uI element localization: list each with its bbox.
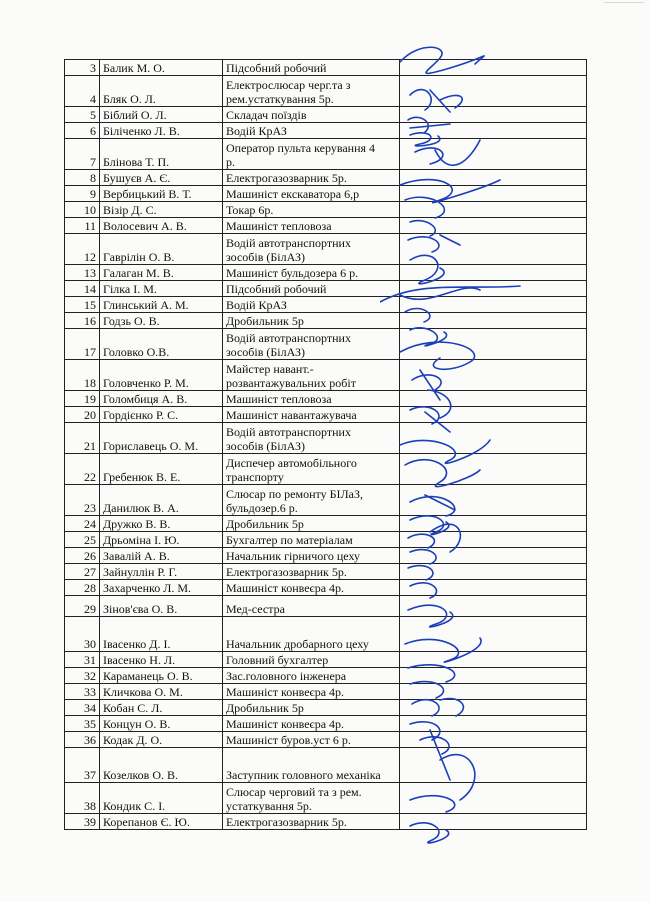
employee-name: Гордієнко Р. С. <box>100 407 223 423</box>
position-line: Головний бухгалтер <box>226 653 329 667</box>
employee-name: Кондик С. І. <box>100 783 223 814</box>
employee-name: Біблий О. Л. <box>100 107 223 123</box>
signature-cell <box>400 748 587 783</box>
position-line: Електрогазозварник 5р. <box>226 565 347 579</box>
employee-name: Кобан С. Л. <box>100 700 223 716</box>
row-number: 25 <box>65 532 100 548</box>
position-line: Дробильник 5р <box>226 314 304 328</box>
employee-position <box>223 360 400 391</box>
row-number: 29 <box>65 596 100 617</box>
table-row <box>65 652 587 668</box>
table-row <box>65 716 587 732</box>
signature-cell <box>400 281 587 297</box>
employee-position <box>223 297 400 313</box>
table-row <box>65 329 587 360</box>
table-row <box>65 265 587 281</box>
row-number: 16 <box>65 313 100 329</box>
employee-position <box>223 716 400 732</box>
employee-name: Бляк О. Л. <box>100 76 223 107</box>
signature-cell <box>400 202 587 218</box>
employee-name: Біліченко Л. В. <box>100 123 223 139</box>
employee-position <box>223 516 400 532</box>
employee-position <box>223 107 400 123</box>
position-line: зособів (БілАЗ) <box>226 439 305 453</box>
position-line: Начальник гірничого цеху <box>226 549 361 563</box>
employee-position <box>223 313 400 329</box>
table-row <box>65 60 587 76</box>
signature-cell <box>400 423 587 454</box>
table-row <box>65 596 587 617</box>
employee-position <box>223 281 400 297</box>
employee-position <box>223 814 400 830</box>
position-line: Слюсар по ремонту БІЛаЗ, <box>226 487 363 501</box>
employee-name: Завалій А. В. <box>100 548 223 564</box>
row-number: 19 <box>65 391 100 407</box>
table-row <box>65 139 587 170</box>
row-number: 11 <box>65 218 100 234</box>
position-line: Слюсар черговий та з рем. <box>226 785 362 799</box>
position-line: устаткування 5р. <box>226 799 312 813</box>
row-number: 7 <box>65 139 100 170</box>
employee-position <box>223 783 400 814</box>
position-line: Зас.головного інженера <box>226 669 347 683</box>
position-line: Підсобний робочий <box>226 282 327 296</box>
table-row <box>65 783 587 814</box>
table-row <box>65 684 587 700</box>
employee-position <box>223 202 400 218</box>
signature-cell <box>400 139 587 170</box>
row-number: 17 <box>65 329 100 360</box>
row-number: 34 <box>65 700 100 716</box>
row-number: 30 <box>65 617 100 652</box>
employee-position <box>223 60 400 76</box>
position-line: Електрослюсар черг.та з <box>226 78 351 92</box>
employee-name: Івасенко Д. І. <box>100 617 223 652</box>
position-line: Машиніст тепловоза <box>226 219 332 233</box>
signature-cell <box>400 60 587 76</box>
employee-position <box>223 123 400 139</box>
position-line: Оператор пульта керування 4 <box>226 141 376 155</box>
table-row <box>65 617 587 652</box>
page-corner-crease <box>604 2 644 17</box>
employee-name: Головко О.В. <box>100 329 223 360</box>
employee-name: Глинський А. М. <box>100 297 223 313</box>
position-line: Машиніст конвеєра 4р. <box>226 717 345 731</box>
signature-cell <box>400 700 587 716</box>
position-line: Складач поїздів <box>226 108 307 122</box>
employee-name: Гориславець О. М. <box>100 423 223 454</box>
row-number: 26 <box>65 548 100 564</box>
employee-name: Голомбиця А. В. <box>100 391 223 407</box>
row-number: 12 <box>65 234 100 265</box>
position-line: Машиніст навантажувача <box>226 408 357 422</box>
employee-name: Гребенюк В. Е. <box>100 454 223 485</box>
signature-cell <box>400 76 587 107</box>
signature-cell <box>400 580 587 596</box>
table-row <box>65 485 587 516</box>
employee-name: Зінов'єва О. В. <box>100 596 223 617</box>
signature-cell <box>400 265 587 281</box>
employee-position <box>223 684 400 700</box>
employee-name: Дружко В. В. <box>100 516 223 532</box>
employee-name: Гілка І. М. <box>100 281 223 297</box>
row-number: 23 <box>65 485 100 516</box>
row-number: 32 <box>65 668 100 684</box>
row-number: 10 <box>65 202 100 218</box>
signature-cell <box>400 532 587 548</box>
employee-name: Головченко Р. М. <box>100 360 223 391</box>
row-number: 20 <box>65 407 100 423</box>
table-row <box>65 732 587 748</box>
employee-name: Бушуєв А. Є. <box>100 170 223 186</box>
table-row <box>65 548 587 564</box>
employee-position <box>223 423 400 454</box>
signature-cell <box>400 170 587 186</box>
employee-name: Волосевич А. В. <box>100 218 223 234</box>
employee-name: Кличкова О. М. <box>100 684 223 700</box>
row-number: 4 <box>65 76 100 107</box>
table-row <box>65 454 587 485</box>
row-number: 35 <box>65 716 100 732</box>
employee-position <box>223 617 400 652</box>
position-line: Водій КрАЗ <box>226 298 287 312</box>
employee-position <box>223 454 400 485</box>
table-row <box>65 580 587 596</box>
signature-cell <box>400 652 587 668</box>
employee-position <box>223 391 400 407</box>
employee-position <box>223 329 400 360</box>
employee-position <box>223 234 400 265</box>
employee-name: Дрьоміна І. Ю. <box>100 532 223 548</box>
table-row <box>65 700 587 716</box>
signature-cell <box>400 617 587 652</box>
signature-cell <box>400 186 587 202</box>
employee-position <box>223 186 400 202</box>
signature-cell <box>400 360 587 391</box>
position-line: Водій КрАЗ <box>226 124 287 138</box>
employee-position <box>223 748 400 783</box>
row-number: 13 <box>65 265 100 281</box>
employee-name: Візір Д. С. <box>100 202 223 218</box>
position-line: Заступник головного механіка <box>226 768 381 782</box>
employee-position <box>223 548 400 564</box>
signature-cell <box>400 716 587 732</box>
employee-name: Захарченко Л. М. <box>100 580 223 596</box>
position-line: Підсобний робочий <box>226 61 327 75</box>
table-row <box>65 516 587 532</box>
employee-name: Блінова Т. П. <box>100 139 223 170</box>
row-number: 15 <box>65 297 100 313</box>
position-line: Машиніст бульдозера 6 р. <box>226 266 359 280</box>
position-line: Майстер навант.- <box>226 362 314 376</box>
employee-position <box>223 732 400 748</box>
row-number: 38 <box>65 783 100 814</box>
table-row <box>65 234 587 265</box>
position-line: Машиніст конвеєра 4р. <box>226 685 345 699</box>
position-line: Машиніст буров.уст 6 р. <box>226 733 351 747</box>
signature-cell <box>400 391 587 407</box>
signature-cell <box>400 234 587 265</box>
employee-name: Івасенко Н. Л. <box>100 652 223 668</box>
employee-position <box>223 139 400 170</box>
employee-name: Балик М. О. <box>100 60 223 76</box>
signature-cell <box>400 407 587 423</box>
table-row <box>65 313 587 329</box>
row-number: 39 <box>65 814 100 830</box>
position-line: зособів (БілАЗ) <box>226 250 305 264</box>
position-line: розвантажувальних робіт <box>226 376 356 390</box>
signature-cell <box>400 329 587 360</box>
employee-position <box>223 407 400 423</box>
employee-position <box>223 596 400 617</box>
signature-cell <box>400 596 587 617</box>
signature-cell <box>400 485 587 516</box>
position-line: Машиніст конвеєра 4р. <box>226 581 345 595</box>
position-line: Електрогазозварник 5р. <box>226 171 347 185</box>
employee-name: Зайнуллін Р. Г. <box>100 564 223 580</box>
table-row <box>65 564 587 580</box>
position-line: транспорту <box>226 470 284 484</box>
employee-name: Гаврілін О. В. <box>100 234 223 265</box>
position-line: зособів (БілАЗ) <box>226 345 305 359</box>
table-row <box>65 814 587 830</box>
row-number: 28 <box>65 580 100 596</box>
employee-name: Корепанов Є. Ю. <box>100 814 223 830</box>
row-number: 14 <box>65 281 100 297</box>
employee-position <box>223 532 400 548</box>
signature-cell <box>400 783 587 814</box>
position-line: Токар 6р. <box>226 203 274 217</box>
employee-name: Галаган М. В. <box>100 265 223 281</box>
table-row <box>65 281 587 297</box>
table-row <box>65 297 587 313</box>
employee-position <box>223 76 400 107</box>
table-row <box>65 423 587 454</box>
employee-name: Концун О. В. <box>100 716 223 732</box>
row-number: 33 <box>65 684 100 700</box>
row-number: 27 <box>65 564 100 580</box>
position-line: Начальник дробарного цеху <box>226 637 369 651</box>
table-row <box>65 748 587 783</box>
row-number: 24 <box>65 516 100 532</box>
employee-position <box>223 700 400 716</box>
signature-cell <box>400 107 587 123</box>
row-number: 9 <box>65 186 100 202</box>
employee-position <box>223 485 400 516</box>
signature-cell <box>400 123 587 139</box>
employee-position <box>223 652 400 668</box>
position-line: Водій автотранспортних <box>226 425 351 439</box>
employee-name: Данилюк В. А. <box>100 485 223 516</box>
employee-name: Годзь О. В. <box>100 313 223 329</box>
table-row <box>65 123 587 139</box>
table-row <box>65 202 587 218</box>
table-row <box>65 391 587 407</box>
row-number: 22 <box>65 454 100 485</box>
signature-cell <box>400 732 587 748</box>
employee-name: Кодак Д. О. <box>100 732 223 748</box>
table-row <box>65 76 587 107</box>
table-row <box>65 107 587 123</box>
position-line: Мед-сестра <box>226 602 285 616</box>
signature-cell <box>400 548 587 564</box>
table-row <box>65 668 587 684</box>
employee-position <box>223 668 400 684</box>
position-line: рем.устаткування 5р. <box>226 92 334 106</box>
position-line: Водій автотранспортних <box>226 236 351 250</box>
position-line: Машиніст екскаватора 6,р <box>226 187 360 201</box>
table-row <box>65 532 587 548</box>
position-line: Водій автотранспортних <box>226 331 351 345</box>
employee-name: Козелков О. В. <box>100 748 223 783</box>
position-line: Дробильник 5р <box>226 701 304 715</box>
table-row <box>65 407 587 423</box>
signature-cell <box>400 218 587 234</box>
employee-position <box>223 170 400 186</box>
employee-signature-table <box>64 59 587 830</box>
signature-cell <box>400 814 587 830</box>
employee-position <box>223 265 400 281</box>
signature-cell <box>400 684 587 700</box>
row-number: 36 <box>65 732 100 748</box>
row-number: 3 <box>65 60 100 76</box>
signature-cell <box>400 668 587 684</box>
row-number: 37 <box>65 748 100 783</box>
employee-rows <box>65 60 587 830</box>
position-line: Дробильник 5р <box>226 517 304 531</box>
signature-cell <box>400 454 587 485</box>
employee-position <box>223 218 400 234</box>
signature-cell <box>400 564 587 580</box>
position-line: Диспечер автомобільного <box>226 456 357 470</box>
table-row <box>65 170 587 186</box>
position-line: р. <box>226 155 235 169</box>
row-number: 6 <box>65 123 100 139</box>
row-number: 21 <box>65 423 100 454</box>
position-line: бульдозер.6 р. <box>226 501 298 515</box>
employee-position <box>223 564 400 580</box>
row-number: 8 <box>65 170 100 186</box>
signature-cell <box>400 313 587 329</box>
row-number: 5 <box>65 107 100 123</box>
employee-name: Вербицький В. Т. <box>100 186 223 202</box>
table-row <box>65 186 587 202</box>
position-line: Машиніст тепловоза <box>226 392 332 406</box>
employee-name: Караманець О. В. <box>100 668 223 684</box>
table-row <box>65 360 587 391</box>
signature-cell <box>400 516 587 532</box>
table-row <box>65 218 587 234</box>
row-number: 31 <box>65 652 100 668</box>
row-number: 18 <box>65 360 100 391</box>
position-line: Бухгалтер по матеріалам <box>226 533 353 547</box>
position-line: Електрогазозварник 5р. <box>226 815 347 829</box>
signature-cell <box>400 297 587 313</box>
employee-position <box>223 580 400 596</box>
